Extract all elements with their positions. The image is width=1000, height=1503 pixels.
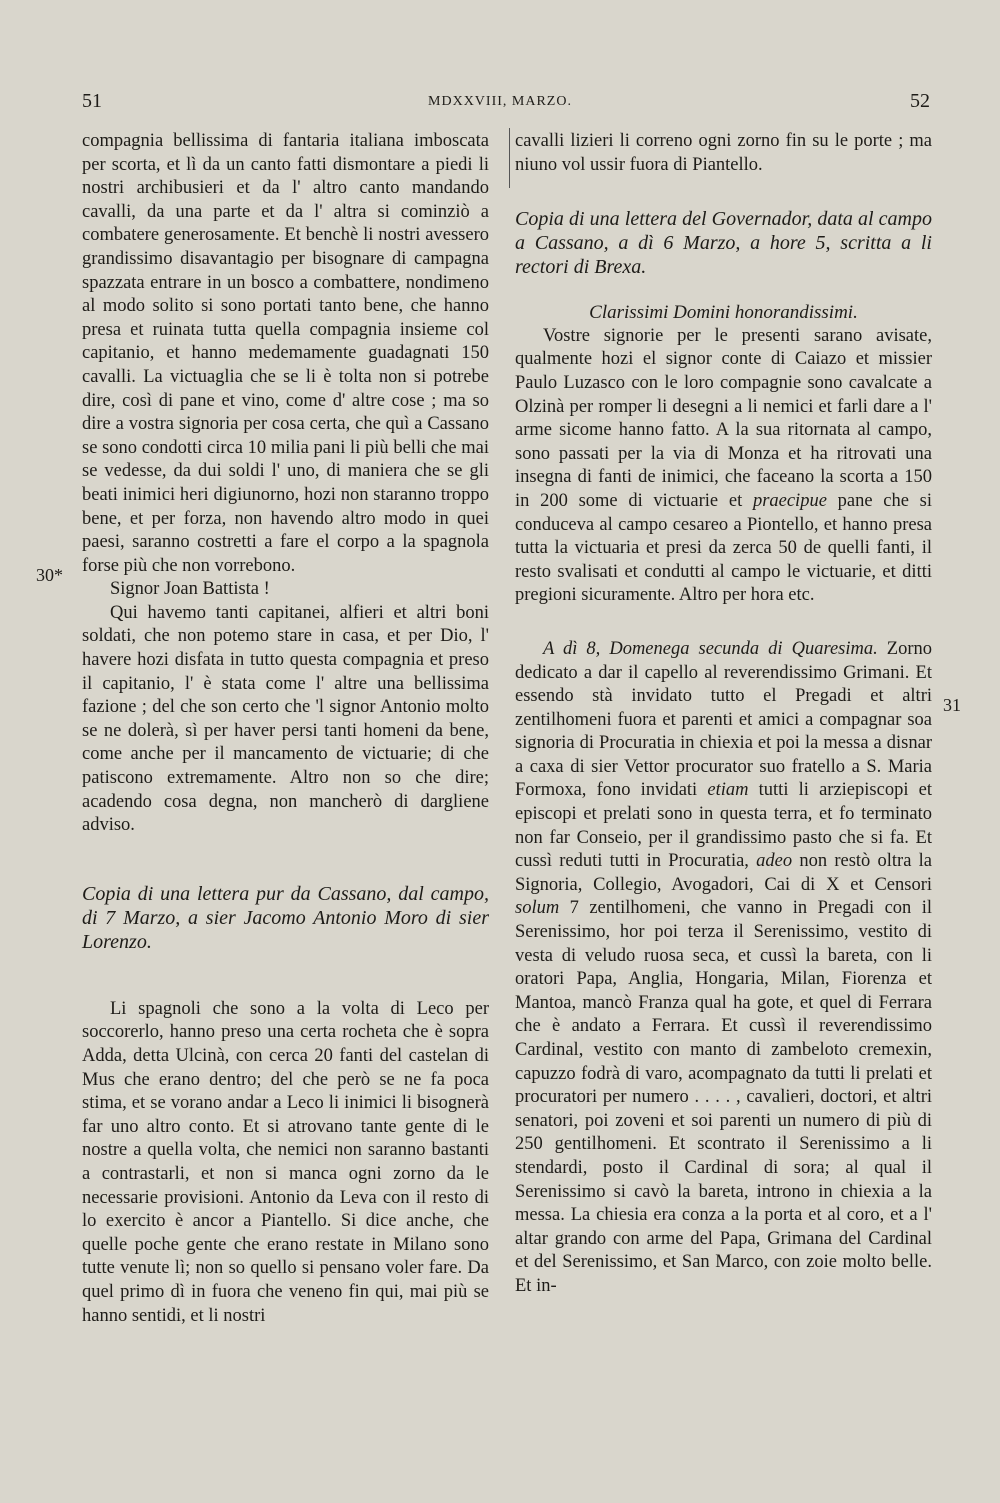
left-paragraph-1: compagnia bellissima di fantaria italiana imboscata per scorta, et lì da un canto fatti dismontare a piedi li nostri archibusieri et da l' altro canto mandando cavalli, da una parte et da l' altra si cominziò a combatere generosamente. Et benchè li nostri avessero grandissimo disavantagio per bisognare di campagna spazzata entrare in un bosco a combattere, nondimeno al modo solito si sono portati tanto bene, che hanno presa et ruinata tutta quella compagnia insieme col capitanio, et hanno medemamente guadagnati 150 cavalli. La victuaglia che se li è tolta non si potrebe dire, così di pane et vino, come d' altre cose ; ma so dire a vostra signoria per cosa certa, che quì a Cassano se sono condotti circa 10 milia pani li più belli che mai se vedesse, da dui soldi l' uno, di maniera che se gli beati inimici heri digiunorno, hozi non staranno troppo bene, et per forza, non havendo altro modo in quei paesi, saranno costretti a fare el corpo a la spagnola forse più che non vorrebono. [82,131,489,576]
right-paragraph-3 [515,638,932,1299]
right-paragraph-2 [515,325,932,608]
right-p2-italic: praecipue [752,490,827,511]
left-column [82,130,489,1328]
column-rule [509,128,510,188]
right-p3-italic-1: etiam [707,780,749,801]
left-paragraph-2: Qui havemo tanti capitanei, alfieri et altri boni soldati, che non potemo stare in casa, et per Dio, l' havere hozi disfata in tutto questa compagnia et preso il capitanio, l' è stata come l' altre una bellissima fazione ; del che son certo che 'l signor Antonio molto se ne dolerà, sì per haver persi tanti homeni da bene, come anche per il mancamento de victuarie; di che patiscono extremamente. Altro non so che dire; acadendo cosa degna, non mancherò di dargliene adviso. [82,602,489,836]
right-p3-italic-2: adeo [756,851,793,872]
right-column [515,130,932,1299]
right-salutation: Clarissimi Domini honorandissimi. [589,302,858,324]
right-p3-text-a: Zorno dedicato a dar il capello al reverendissimo Grimani. Et essendo stà invidato tutto el Pregadi et altri zentilhomeni fuora et parenti et amici a compagnar soa signoria di Procuratia in chiexia et poi la messa a disnar a caxa di sier Vettor procurator suo fratello a S. Maria Formoxa, fono invidati [515,638,932,801]
page-number-right: 52 [910,90,930,112]
right-p3-text-c: non restò oltra la Signoria, Collegio, Avogadori, Cai di X et Censori [515,851,933,895]
right-p2-text-a: Vostre signorie per le presenti sarano avisate, qualmente hozi el signor conte di Caiazo et missier Paulo Luzasco con le loro compagnie sono cavalcate a Olzinà per romper li desegni a li nemici et farli dare a l' arme sicome hanno fatto. A la sua ritornata al campo, sono passati per la via di Monza et ha ritrovati una insegna di fanti de inimici, che faceano la scorta a 150 in 200 some di victuarie et [515,325,932,511]
right-p3-text-b: tutti li arziepiscopi et episcopi et prelati sono in questa terra, et fo terminato non far Conseio, per il grandissimo pasto che si fa. Et cussì reduti tutti in Procuratia, [515,780,932,872]
page-number-left: 51 [82,90,102,112]
left-letter-heading: Copia di una lettera pur da Cassano, dal campo, di 7 Marzo, a sier Jacomo Antonio Moro di sier Lorenzo. [82,882,489,953]
right-letter-heading: Copia di una lettera del Governador, data al campo a Cassano, a dì 6 Marzo, a hore 5, scritta a li rectori di Brexa. [515,208,932,279]
right-p3-italic-3: solum [515,898,560,919]
right-p3-date: A dì 8, Domenega secunda di Quaresima. [543,638,878,659]
running-title: MDXXVIII, MARZO. [428,94,572,109]
left-paragraph-3: Li spagnoli che sono a la volta di Leco per soccorerlo, hanno preso una certa rocheta che è sopra Adda, detta Ulcinà, con cerca 20 fanti del castelan di Mus che erano dentro; del che però se ne fa poca stima, et se vorano andar a Leco li inimici li bisognerà far uno altro conto. Et si atrovano tante gente di le nostre a quella volta, che nemici non saranno bastanti a contrastarli, et non si manca ogni zorno da le necessarie provisioni. Antonio da Leva con il resto di lo exercito è ancor a Piantello. Si dice anche, che quelle poche gente che erano restate in Milano sono tutte venute lì; non so quello si pensano voler fare. Da quel primo dì in fuora che veneno fin qui, mai più se hanno sentidi, et li nostri [82,998,489,1326]
left-paragraph-salutation: Signor Joan Battista ! [110,579,270,600]
margin-number-left: 30* [36,565,63,585]
right-paragraph-1: cavalli lizieri li correno ogni zorno fin su le porte ; ma niuno vol ussir fuora di Piantello. [515,131,932,175]
right-p3-text-d: 7 zentilhomeni, che vanno in Pregadi con il Serenissimo, hor poi terza il Serenissimo, vestito di vesta di veludo ruosa seca, et cussì la bareta, con li oratori Papa, Anglia, Hongaria, Milan, Fiorenza et Mantoa, mancò Franza qual ha gote, et quel di Ferrara che è andato a Ferrara. Et cussì il reverendissimo Cardinal, vestito con manto di zambeloto cremexin, capuzzo fodrà di varo, acompagnato da tutti li prelati et procuratori per numero . . . . , cavalieri, doctori, et altri senatori, poi zoveni et soi parenti un numero di più di 250 gentilhomeni. Et scontrato il Serenissimo a li stendardi, posto il Cardinal di sora; al qual il Serenissimo si cavò la bareta, introno in chiexia a la messa. La chiesia era conza a la porta et al coro, et a l' altar grando con arme del Papa, Grimana del Cardinal et del Serenissimo, et San Marco, con zoie molto belle. Et in- [515,898,932,1296]
margin-number-right: 31 [943,695,961,715]
right-p2-text-b: pane che si conduceva al campo cesareo a Piontello, et hanno presa tutta la victuaria et presi da zerca 50 de quelli fanti, il resto svalisati et condutti al campo le victuarie, et ditti pregioni sicuramente. Altro per hora etc. [515,490,932,606]
